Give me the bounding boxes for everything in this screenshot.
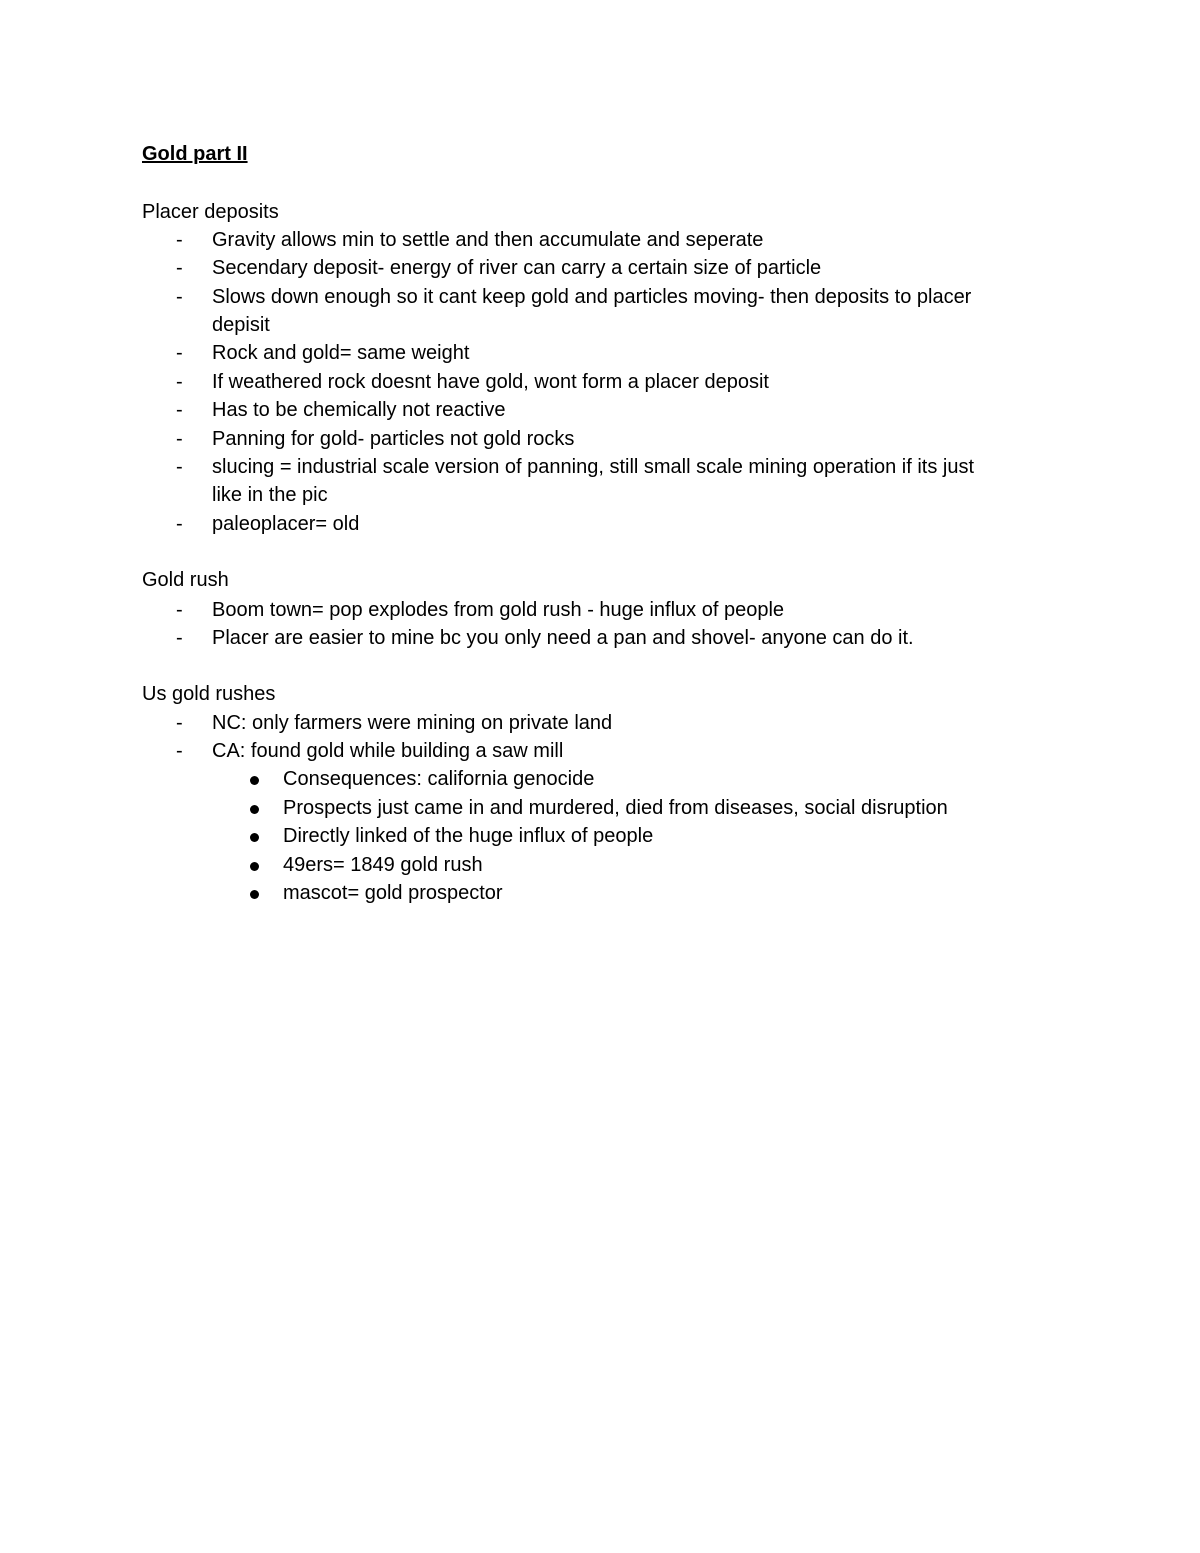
dash-marker: - xyxy=(176,371,183,393)
dash-marker: - xyxy=(176,740,183,762)
list-item-text: Panning for gold- particles not gold rocks xyxy=(212,428,575,450)
sub-list-item-text: 49ers= 1849 gold rush xyxy=(283,854,483,876)
list-item-text: Gravity allows min to settle and then accumulate and seperate xyxy=(212,229,764,251)
list-item-text: Secendary deposit- energy of river can carry a certain size of particle xyxy=(212,257,822,279)
sub-list-item-text: mascot= gold prospector xyxy=(283,882,503,904)
list-item-text: If weathered rock doesnt have gold, wont form a placer deposit xyxy=(212,371,769,393)
dash-marker: - xyxy=(176,257,183,279)
sub-list-item-text: Prospects just came in and murdered, died from diseases, social disruption xyxy=(283,797,948,819)
bullet-icon xyxy=(250,890,259,899)
dash-marker: - xyxy=(176,428,183,450)
section-heading-placer-deposits: Placer deposits xyxy=(142,201,279,223)
list-item-text: Placer are easier to mine bc you only need a pan and shovel- anyone can do it. xyxy=(212,627,914,649)
bullet-icon xyxy=(250,776,259,785)
dash-marker: - xyxy=(176,456,183,478)
section-heading-gold-rush: Gold rush xyxy=(142,569,229,591)
dash-marker: - xyxy=(176,712,183,734)
document-title: Gold part II xyxy=(142,143,248,165)
dash-marker: - xyxy=(176,286,183,308)
list-item-text: slucing = industrial scale version of panning, still small scale mining operation if its just xyxy=(212,456,975,478)
list-item-text: Boom town= pop explodes from gold rush - huge influx of people xyxy=(212,599,785,621)
dash-marker: - xyxy=(176,399,183,421)
list-item-text: Slows down enough so it cant keep gold and particles moving- then deposits to placer xyxy=(212,286,972,308)
list-item-text: Has to be chemically not reactive xyxy=(212,399,506,421)
list-item-text: Rock and gold= same weight xyxy=(212,342,470,364)
dash-marker: - xyxy=(176,513,183,535)
list-item-text-continued: like in the pic xyxy=(212,484,328,506)
sub-list-item-text: Consequences: california genocide xyxy=(283,768,595,790)
list-item-text: CA: found gold while building a saw mill xyxy=(212,740,564,762)
list-item-text: NC: only farmers were mining on private land xyxy=(212,712,613,734)
dash-marker: - xyxy=(176,342,183,364)
section-heading-us-gold-rushes: Us gold rushes xyxy=(142,683,276,705)
list-item-text-continued: depisit xyxy=(212,314,270,336)
bullet-icon xyxy=(250,805,259,814)
list-item-text: paleoplacer= old xyxy=(212,513,360,535)
dash-marker: - xyxy=(176,627,183,649)
dash-marker: - xyxy=(176,599,183,621)
dash-marker: - xyxy=(176,229,183,251)
sub-list-item-text: Directly linked of the huge influx of people xyxy=(283,825,654,847)
bullet-icon xyxy=(250,833,259,842)
bullet-icon xyxy=(250,862,259,871)
